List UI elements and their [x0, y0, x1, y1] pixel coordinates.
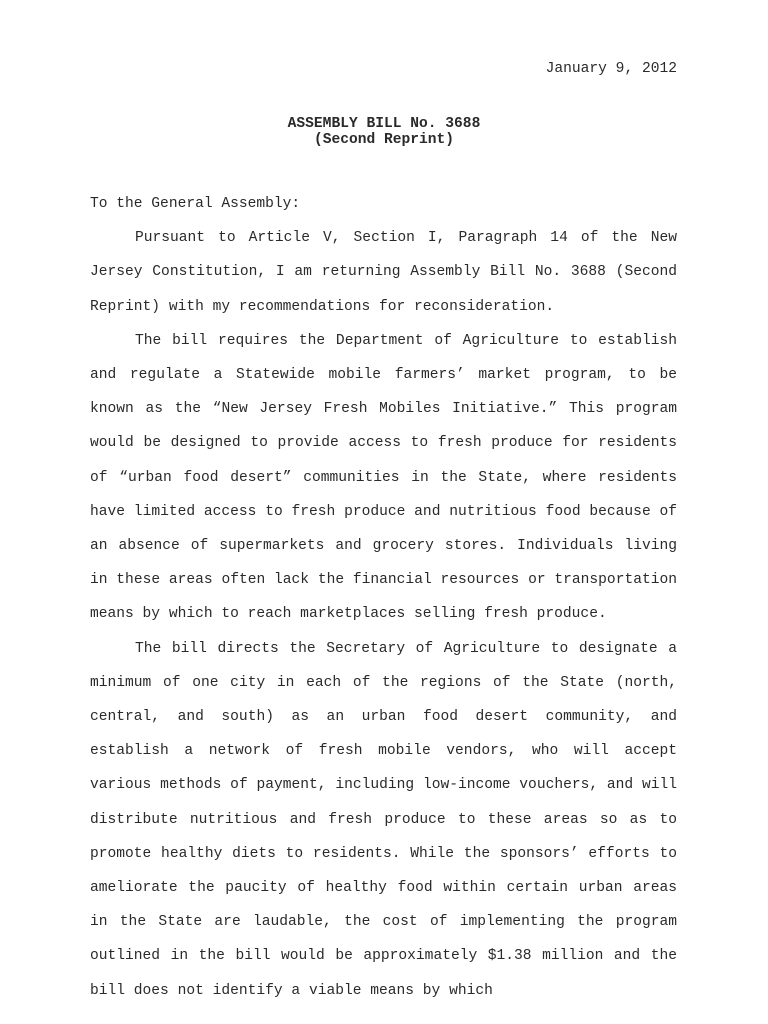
bill-subtitle: (Second Reprint) [313, 132, 455, 148]
document-body [90, 187, 677, 1008]
paragraph-1: Pursuant to Article V, Section I, Paragraph 14 of the New Jersey Constitution, I am returning Assembly Bill No. 3688 (Second Reprint) with my recommendations for reconsideration. [90, 230, 677, 315]
paragraph-3: The bill directs the Secretary of Agriculture to designate a minimum of one city in each of the regions of the State (north, central, and south) as an urban food desert community, and establish a network of fresh mobile vendors, who will accept various methods of payment, including low-income vouchers, and will distribute nutritious and fresh produce to these areas so as to promote healthy diets to residents. While the sponsors’ efforts to ameliorate the paucity of healthy food within certain urban areas in the State are laudable, the cost of implementing the program outlined in the bill would be approximately $1.38 million and the bill does not identify a viable means by which [90, 640, 677, 999]
document-heading [0, 116, 768, 148]
document-date: January 9, 2012 [545, 61, 677, 77]
bill-title: ASSEMBLY BILL No. 3688 [287, 116, 481, 132]
paragraph-2: The bill requires the Department of Agriculture to establish and regulate a Statewide mobile farmers’ market program, to be known as the “New Jersey Fresh Mobiles Initiative.” This program would be designed to provide access to fresh produce for residents of “urban food desert” communities in the State, where residents have limited access to fresh produce and nutritious food because of an absence of supermarkets and grocery stores. Individuals living in these areas often lack the financial resources or transportation means by which to reach marketplaces selling fresh produce. [90, 332, 677, 623]
salutation: To the General Assembly: [90, 196, 301, 212]
